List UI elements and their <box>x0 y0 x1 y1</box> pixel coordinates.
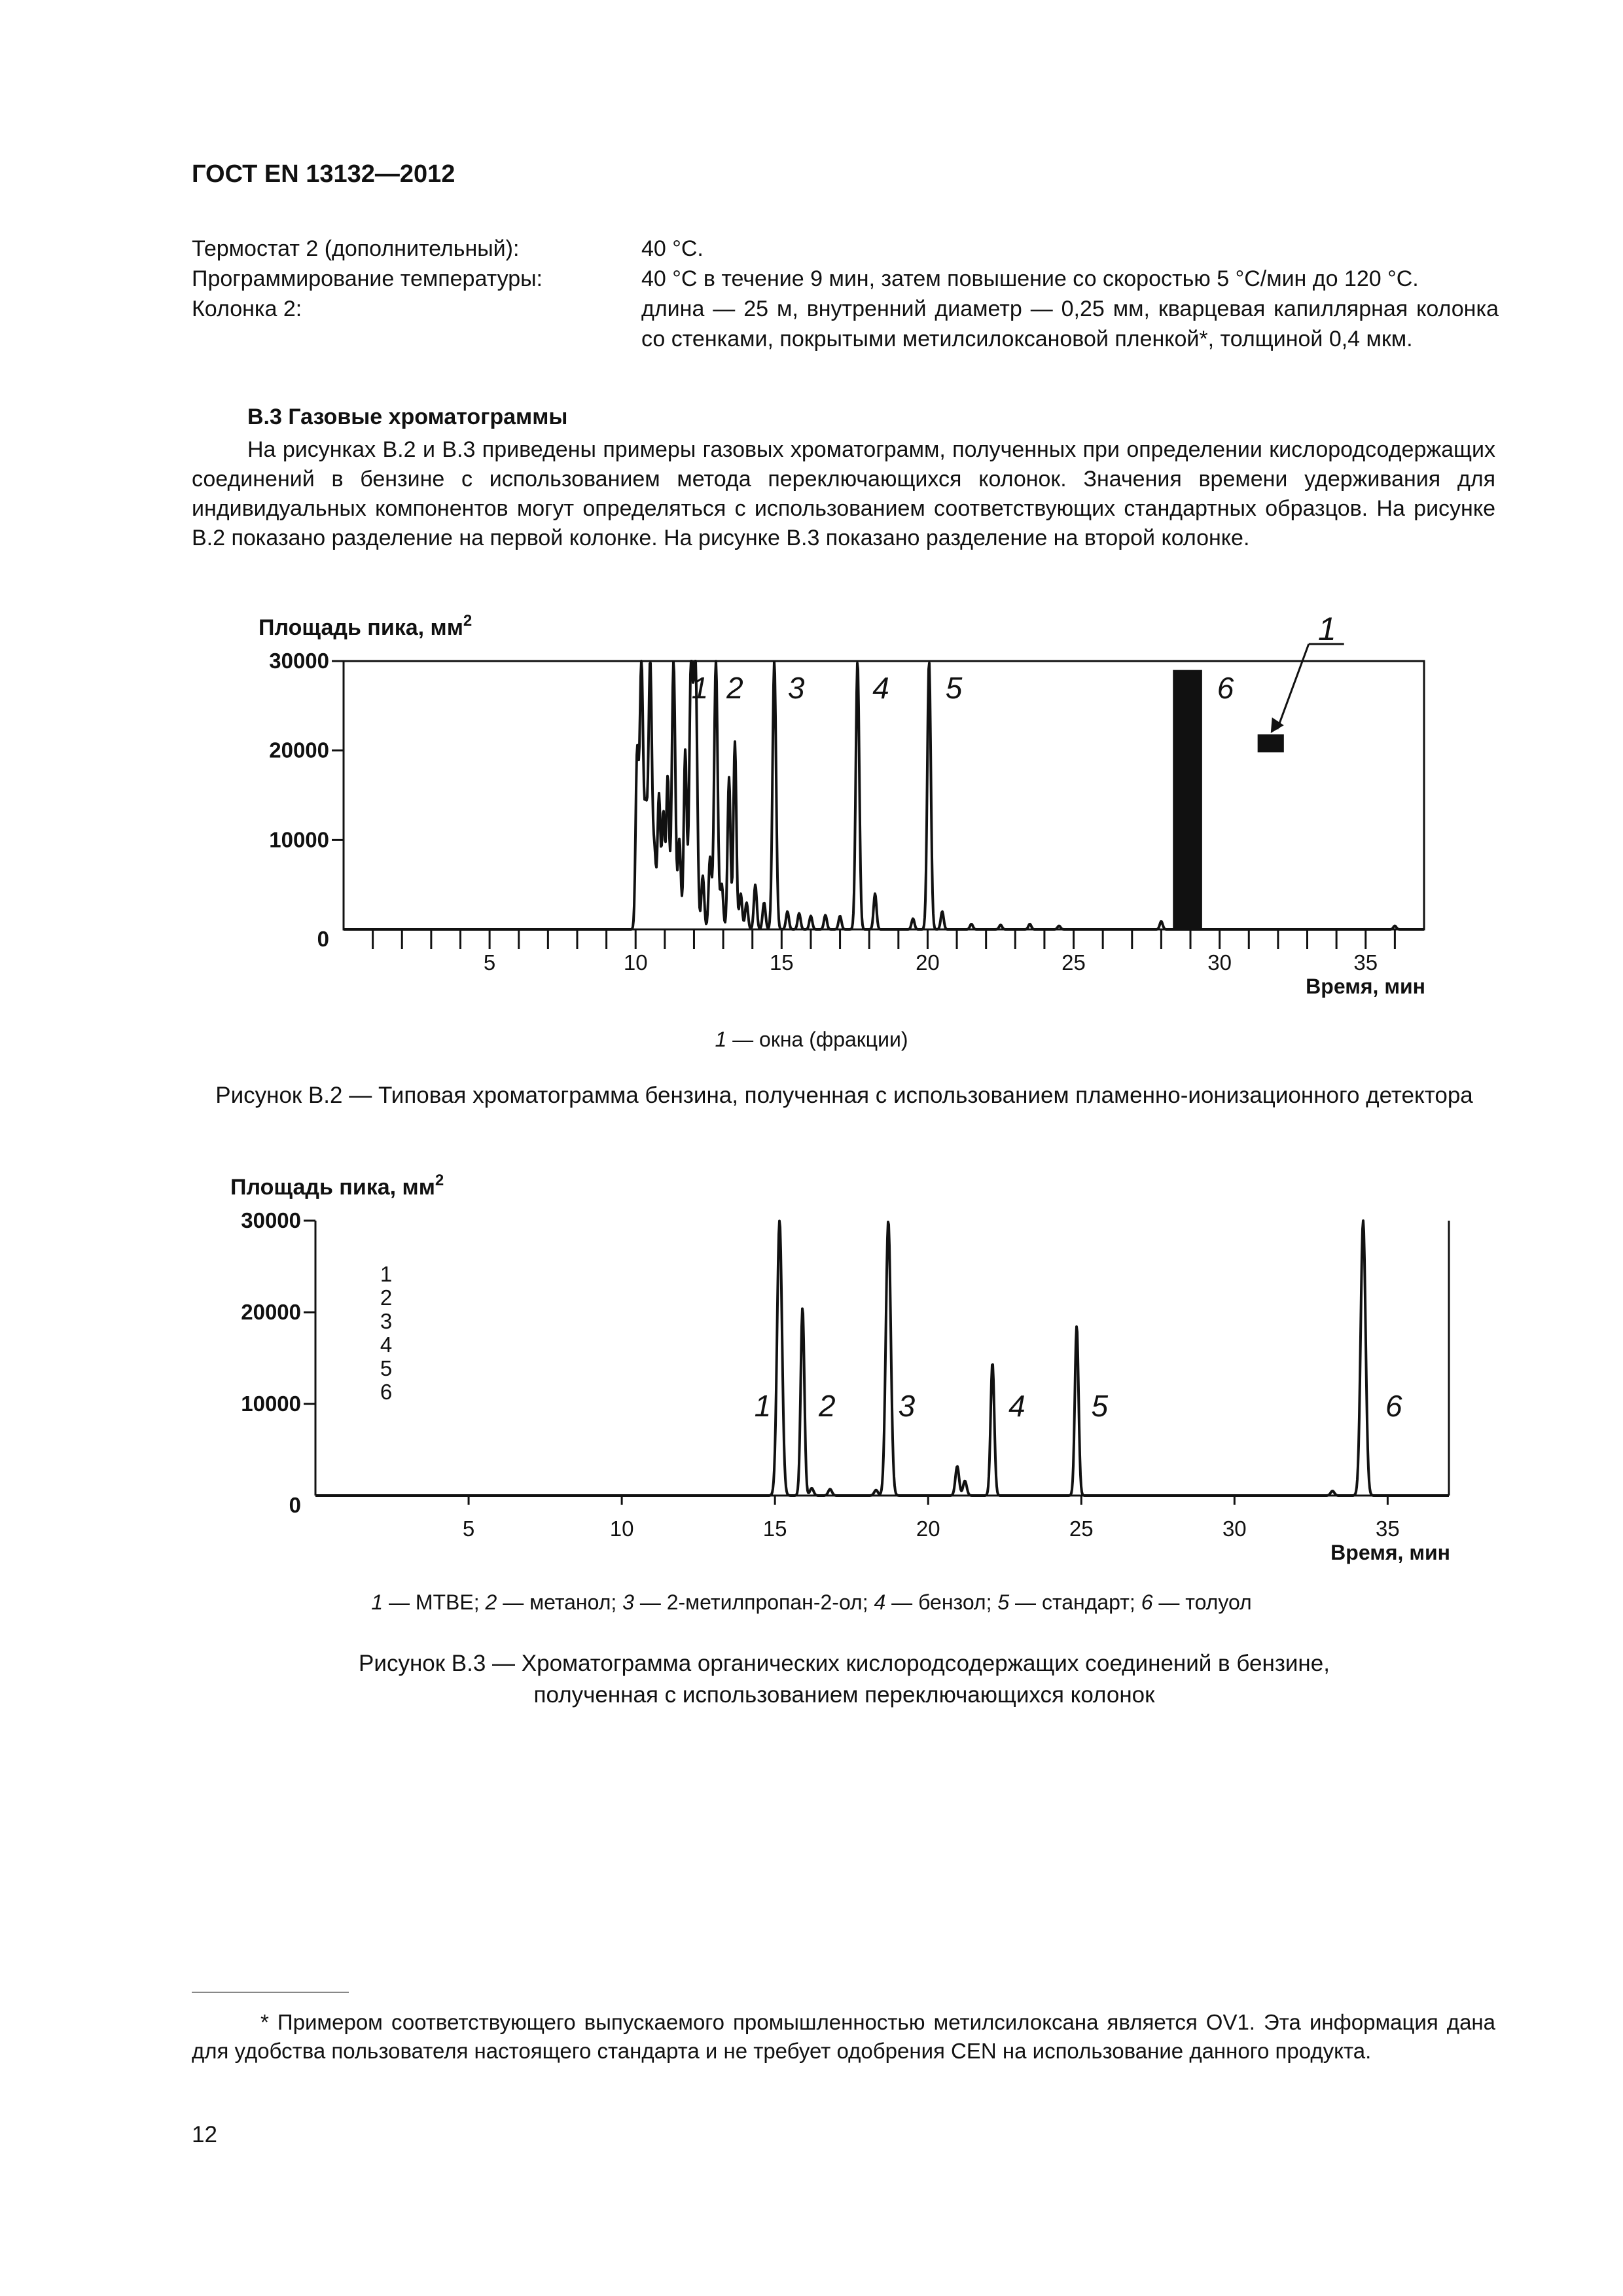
figure3-legend <box>0 1590 1623 1615</box>
y-tick-label: 30000 <box>241 1208 301 1232</box>
y-tick-label: 30000 <box>269 649 329 673</box>
x-tick-label: 30 <box>1222 1516 1247 1541</box>
legend-text: — 2-метилпропан-2-ол; <box>633 1590 874 1614</box>
figure3-caption-line1: Рисунок В.3 — Хроматограмма органических кислородсодержащих соединений в бензине, <box>359 1651 1330 1676</box>
annotation-leader-line <box>1277 644 1309 729</box>
peak-label: 3 <box>898 1389 916 1423</box>
x-tick-label: 20 <box>916 950 940 975</box>
legend-text: — стандарт; <box>1009 1590 1141 1614</box>
block-peak <box>1173 670 1202 929</box>
body-paragraph: На рисунках В.2 и В.3 приведены примеры газовых хроматограмм, полученных при определении кислородсодержащих соединений в бензине с использованием метода переключающихся колонок. Значения времени удерживания для индивидуальных компонентов могут определяться с использованием соответствующих стандартных образцов. На рисунке В.2 показано разделение на первой колонке. На рисунке В.3 показано разделение на второй колонке. <box>192 437 1495 550</box>
legend-number: 1 <box>371 1590 383 1614</box>
y-tick-label-zero: 0 <box>317 927 329 951</box>
footnote-divider <box>192 1992 349 1993</box>
figure2-legend-text: — окна (фракции) <box>726 1028 908 1051</box>
x-tick-label: 15 <box>769 950 794 975</box>
legend-text: — толуол <box>1152 1590 1252 1614</box>
peak-label: 2 <box>818 1389 836 1423</box>
legend-number: 5 <box>997 1590 1010 1614</box>
figure2-caption: Рисунок В.2 — Типовая хроматограмма бензина, полученная с использованием пламенно-ионизационного детектора <box>215 1083 1473 1108</box>
x-axis-label: Время, мин <box>1330 1541 1450 1564</box>
param-label-temperature-program: Программирование температуры: <box>192 266 543 291</box>
x-tick-label: 35 <box>1376 1516 1400 1541</box>
peak-label: 2 <box>726 671 743 705</box>
figure2-legend-number: 1 <box>715 1028 727 1051</box>
peak-label: 3 <box>787 671 805 705</box>
legend-text: — метанол; <box>497 1590 623 1614</box>
stacked-label: 1 <box>380 1262 393 1286</box>
param-value-temperature-program: 40 °C в течение 9 мин, затем повышение со скоростью 5 °С/мин до 120 °С. <box>641 266 1419 291</box>
annotation-label: 1 <box>1317 611 1336 647</box>
y-tick-label: 20000 <box>269 738 329 762</box>
stacked-label: 2 <box>380 1285 393 1310</box>
y-axis-label-superscript: 2 <box>463 612 473 630</box>
x-tick-label: 25 <box>1069 1516 1094 1541</box>
y-tick-label-zero: 0 <box>289 1493 301 1517</box>
peak-label: 4 <box>872 671 889 705</box>
legend-number: 4 <box>874 1590 886 1614</box>
y-axis-label: Площадь пика, $мм^2$ <box>230 1172 444 1200</box>
stacked-label: 3 <box>380 1309 393 1333</box>
x-tick-label: 15 <box>762 1516 787 1541</box>
x-tick-label: 30 <box>1207 950 1232 975</box>
stacked-label: 5 <box>380 1356 393 1380</box>
document-header: ГОСТ EN 13132—2012 <box>192 160 455 188</box>
x-axis-label: Время, мин <box>1306 975 1425 998</box>
section-title: В.3 Газовые хроматограммы <box>247 404 568 429</box>
peak-label: 5 <box>945 671 963 705</box>
chromatogram-figure-b2 <box>0 609 1623 1014</box>
x-tick-label: 5 <box>483 950 496 975</box>
y-tick-label: 20000 <box>241 1300 301 1324</box>
y-axis-label-superscript: 2 <box>435 1172 444 1189</box>
legend-text: — МТВЕ; <box>383 1590 486 1614</box>
legend-text: — бензол; <box>885 1590 998 1614</box>
x-tick-label: 35 <box>1353 950 1378 975</box>
legend-number: 3 <box>622 1590 634 1614</box>
x-tick-label: 10 <box>623 950 648 975</box>
y-axis-label: Площадь пика, $мм^2$ <box>259 612 473 640</box>
peak-label: 6 <box>1217 671 1234 705</box>
legend-number: 6 <box>1141 1590 1153 1614</box>
footnote: * Примером соответствующего выпускаемого промышленностью метилсилоксана является OV1. Эта информация дана для удобства пользователя настоящего стандарта и не требует одобрения CEN на использование данного продукта. <box>192 2010 1495 2063</box>
param-value-thermostat: 40 °C. <box>641 236 704 261</box>
peak-label: 1 <box>691 671 709 705</box>
figure3-caption <box>196 1648 1492 1711</box>
y-tick-label: 10000 <box>241 1391 301 1416</box>
legend-number: 2 <box>485 1590 497 1614</box>
stacked-label: 4 <box>380 1333 393 1357</box>
chromatogram-trace <box>315 1221 1449 1496</box>
figure2-legend <box>0 1028 1623 1052</box>
x-tick-label: 25 <box>1061 950 1086 975</box>
x-tick-label: 5 <box>462 1516 475 1541</box>
param-label-column: Колонка 2: <box>192 296 302 321</box>
stacked-label: 6 <box>380 1380 393 1404</box>
param-value-column: длина — 25 м, внутренний диаметр — 0,25 мм, кварцевая капиллярная колонка со стенками, покрытыми метилсилоксановой пленкой*, толщиной 0,4 мкм. <box>641 296 1499 351</box>
x-tick-label: 20 <box>916 1516 940 1541</box>
peak-label: 5 <box>1091 1389 1109 1423</box>
chromatogram-figure-b3 <box>0 1172 1623 1577</box>
peak-label: 1 <box>754 1389 772 1423</box>
fraction-window-marker <box>1258 734 1284 752</box>
param-label-thermostat: Термостат 2 (дополнительный): <box>192 236 520 261</box>
annotation-arrowhead <box>1271 717 1284 733</box>
page-number: 12 <box>192 2122 217 2147</box>
figure3-caption-line2: полученная с использованием переключающихся колонок <box>533 1682 1155 1708</box>
y-tick-label: 10000 <box>269 827 329 852</box>
x-tick-label: 10 <box>609 1516 634 1541</box>
peak-label: 6 <box>1385 1389 1402 1423</box>
peak-label: 4 <box>1008 1389 1026 1423</box>
